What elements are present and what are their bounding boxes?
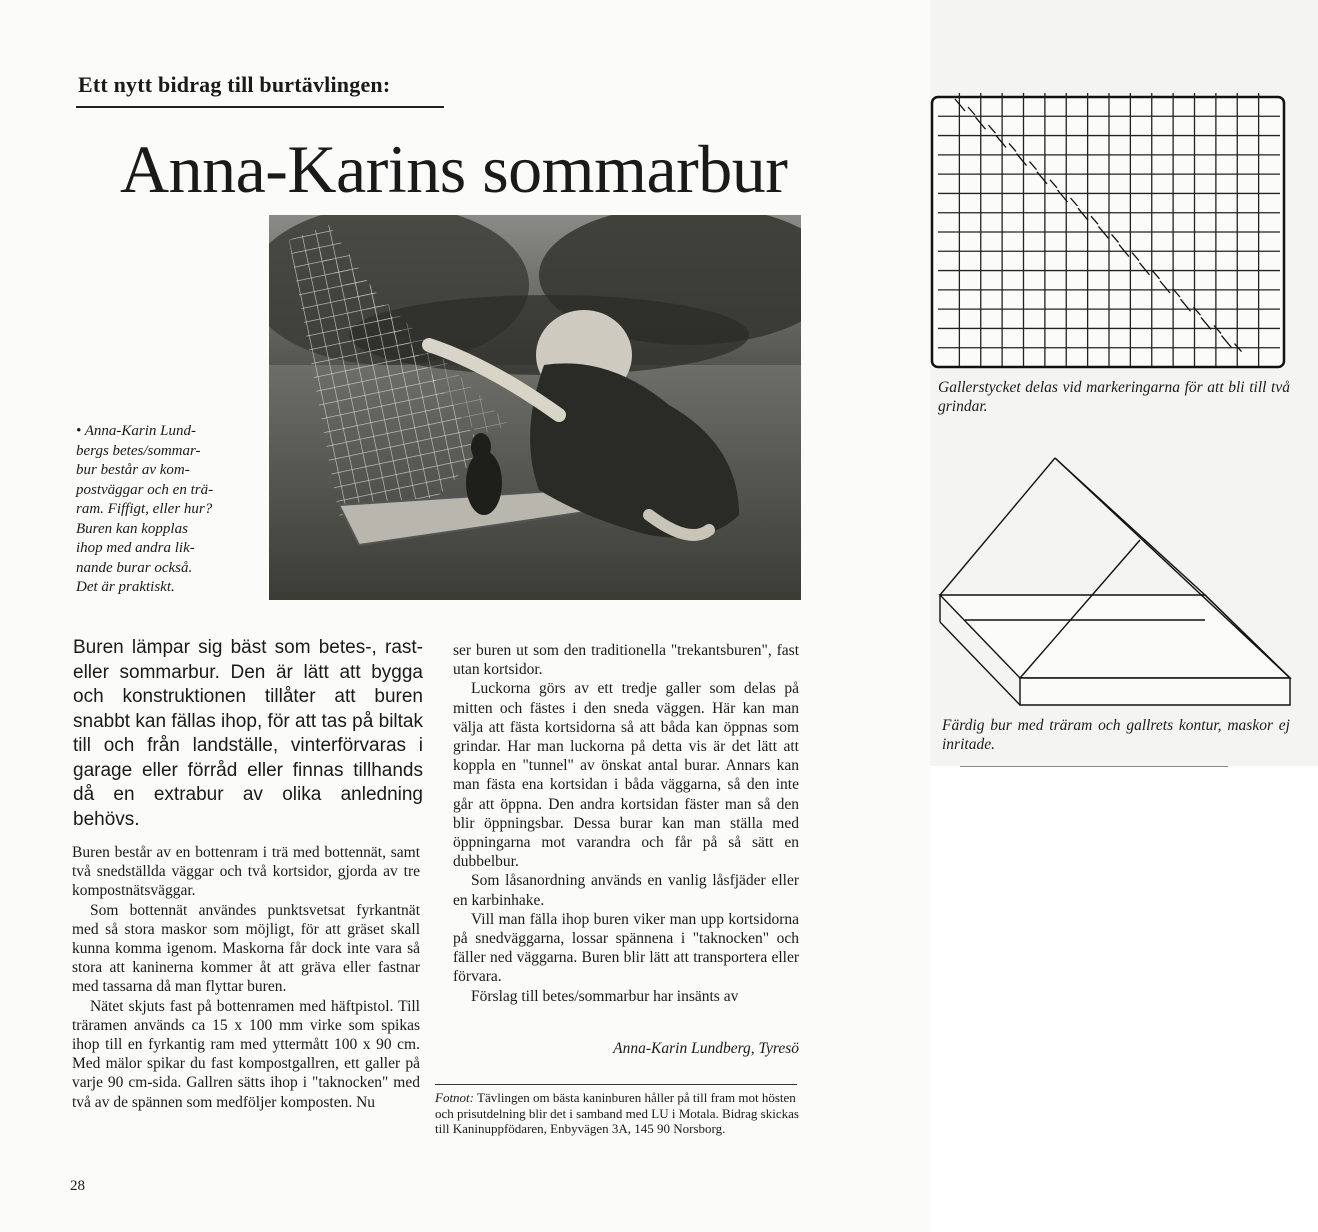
lead-paragraph (73, 636, 423, 832)
body-paragraph: Som bottennät användes punktsvetsat fyrkantnät med så stora maskor som möjligt, för att gräset skall kunna komma igenom. Maskorna får dock inte vara så stora att kaninerna kommer åt att gräva eller fastnar med tassarna då man flyttar buren. (72, 901, 420, 996)
body-paragraph: Förslag till betes/sommarbur har insänts av (471, 987, 739, 1005)
footnote (435, 1090, 799, 1137)
photo-caption (76, 422, 246, 598)
body-paragraph: Buren består av en bottenram i trä med bottennät, samt två snedställda väggar och två kortsidor, gjorda av tre kompostnätsväggar. (72, 844, 420, 900)
body-column-1 (72, 843, 420, 1112)
article-title: Anna-Karins sommarbur (120, 131, 788, 207)
footnote-label: Fotnot: (435, 1090, 474, 1105)
caption-line: Buren kan kopplas (76, 520, 188, 537)
caption-line: ihop med andra lik- (76, 540, 195, 556)
body-paragraph: ser buren ut som den traditionella "trekantsburen", fast utan kortsidor. (453, 642, 799, 679)
kicker-underline (76, 106, 444, 108)
footnote-text: Tävlingen om bästa kaninburen håller på till fram mot hösten och prisutdelning blir det i samband med LU i Motala. Bidrag skickas till Kaninuppfödaren, Enbyvägen 3A, 145 90 Norsborg. (435, 1090, 799, 1136)
cage-diagram (935, 450, 1295, 715)
body-paragraph: Vill man fälla ihop buren viker man upp kortsidorna på snedväggarna, lossar spännena i "taknocken" och fäller ned väggarna. Buren blir lätt att transportera eller förvara. (453, 910, 799, 986)
body-paragraph: Som låsanordning används en vanlig låsfjäder eller en karbinhake. (453, 872, 799, 909)
kicker-heading: Ett nytt bidrag till burtävlingen: (78, 72, 391, 97)
body-column-2 (453, 641, 799, 1006)
caption-line: nande burar också. (76, 559, 193, 576)
body-paragraph: Luckorna görs av ett tredje galler som delas på mitten och fästes i den sneda väggen. Här kan man välja att fästa kortsidorna så att båda kan öppnas som grindar. Har man luckorna på detta vis är det lätt att koppla en "tunnel" av önskat antal burar. Annars kan man fästa ena kortsidan i båda väggarna, så den inte går att öppna. Den andra kortsidan fäster man så den blir öppningsbar. Dessa burar kan man ställa med öppningarna mot varandra och får på så sätt en dubbelbur. (453, 680, 799, 871)
caption-rule (960, 766, 1228, 767)
caption-line: postväggar och en trä- (76, 481, 214, 498)
footnote-rule (435, 1084, 797, 1085)
caption-line: • Anna-Karin Lund- (76, 423, 196, 439)
mesh-grid-diagram (930, 90, 1290, 380)
lead-text: Buren lämpar sig bäst som betes-, rast- eller sommarbur. Den är lätt att bygga och konstruktionen tillåter att buren snabbt kan fällas ihop, för att tas på biltak till och från landställe, vinterförvaras i garage eller förråd eller finnas tillhands då en extrabur av olika anledning behövs. (73, 637, 423, 830)
caption-line: bur består av kom- (76, 462, 190, 478)
author-signature: Anna-Karin Lundberg, Tyresö (613, 1040, 799, 1057)
caption-line: Det är praktiskt. (76, 579, 175, 595)
cage-caption: Färdig bur med träram och gallrets kontur, maskor ej inritade. (942, 717, 1290, 753)
caption-line: ram. Fiffigt, eller hur? (76, 501, 213, 517)
body-paragraph: Nätet skjuts fast på bottenramen med häftpistol. Till träramen används ca 15 x 100 mm virke som spikas ihop till en fyrkantig ram med yttermått 100 x 90 cm. Med mälor spikar du fast kompostgallren, ett galler på varje 90 cm-sida. Gallren sätts ihop i "taknocken" med två av de spännen som medföljer komposten. Nu (72, 997, 420, 1111)
grid-caption: Gallerstycket delas vid markeringarna för att bli till två grindar. (938, 379, 1290, 415)
page-number: 28 (70, 1178, 85, 1194)
caption-line: bergs betes/sommar- (76, 442, 201, 459)
article-photo (269, 215, 801, 600)
